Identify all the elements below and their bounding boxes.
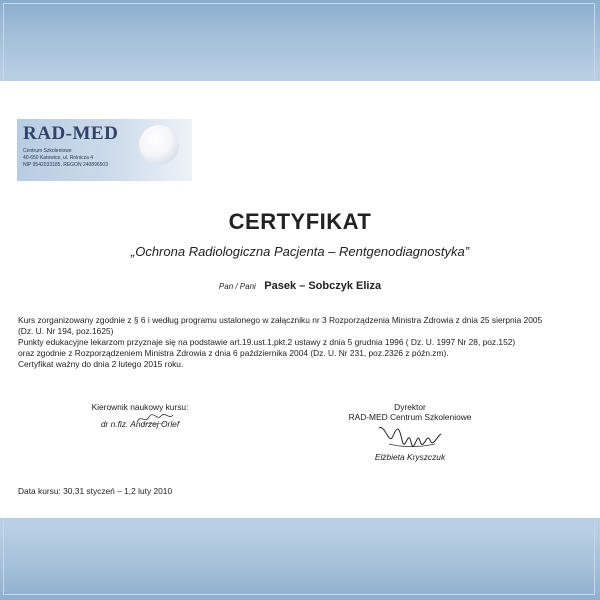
- body-line: Kurs zorganizowany zgodnie z § 6 i według programu ustalonego w załączniku nr 3 Rozporządzenia Ministra Zdrowia z dnia 25 sierpnia 2005: [18, 315, 543, 325]
- certificate-document: [0, 81, 600, 518]
- logo-title: RAD-MED: [23, 123, 119, 144]
- signatory-role-right: Dyrektor: [394, 402, 426, 412]
- body-line: Certyfikat ważny do dnia 2 lutego 2015 roku.: [18, 359, 184, 369]
- signatory-role-left: Kierownik naukowy kursu:: [91, 402, 189, 412]
- signatory-name-right: Elżbieta Kryszczuk: [374, 452, 446, 462]
- signature-block-right: [335, 402, 485, 462]
- recipient-line: [0, 276, 600, 294]
- logo-line-2: 40-650 Katowice, ul. Rolnicza 4: [23, 155, 94, 161]
- course-dates: Data kursu: 30,31 styczeń – 1,2 luty 2010: [18, 486, 173, 496]
- certificate-title: CERTYFIKAT: [228, 209, 372, 234]
- signature-scribble-left: [135, 412, 175, 426]
- logo-sphere-icon: [139, 125, 179, 165]
- signatory-name-left: dr n.fiz. Andrzej Orlef: [100, 419, 180, 429]
- logo-line-3: NIP 9542033185, REGON 240896503: [23, 162, 108, 168]
- body-line: Punkty edukacyjne lekarzom przyznaje się na podstawie art.19.ust.1,pkt.2 ustawy z dnia 5 grudnia 1996 ( Dz. U. 1997 Nr 28, poz.152): [18, 337, 516, 347]
- signature-block-left: [80, 402, 200, 429]
- certificate-body: [18, 315, 588, 370]
- course-name: „Ochrona Radiologiczna Pacjenta – Rentgenodiagnostyka”: [130, 244, 470, 259]
- recipient-name: Pasek – Sobczyk Eliza: [264, 280, 382, 292]
- body-line: (Dz. U. Nr 194, poz.1625): [18, 326, 114, 336]
- company-logo: [17, 119, 192, 181]
- body-line: oraz zgodnie z Rozporządzeniem Ministra Zdrowia z dnia 6 października 2004 (Dz. U. Nr 231, poz.2326 z późn.zm).: [18, 348, 449, 358]
- logo-line-1: Centrum Szkoleniowe: [23, 148, 72, 154]
- signature-scribble-right: [375, 422, 445, 452]
- signatory-org-right: RAD-MED Centrum Szkoleniowe: [348, 412, 472, 422]
- recipient-prefix: Pan / Pani: [218, 282, 256, 291]
